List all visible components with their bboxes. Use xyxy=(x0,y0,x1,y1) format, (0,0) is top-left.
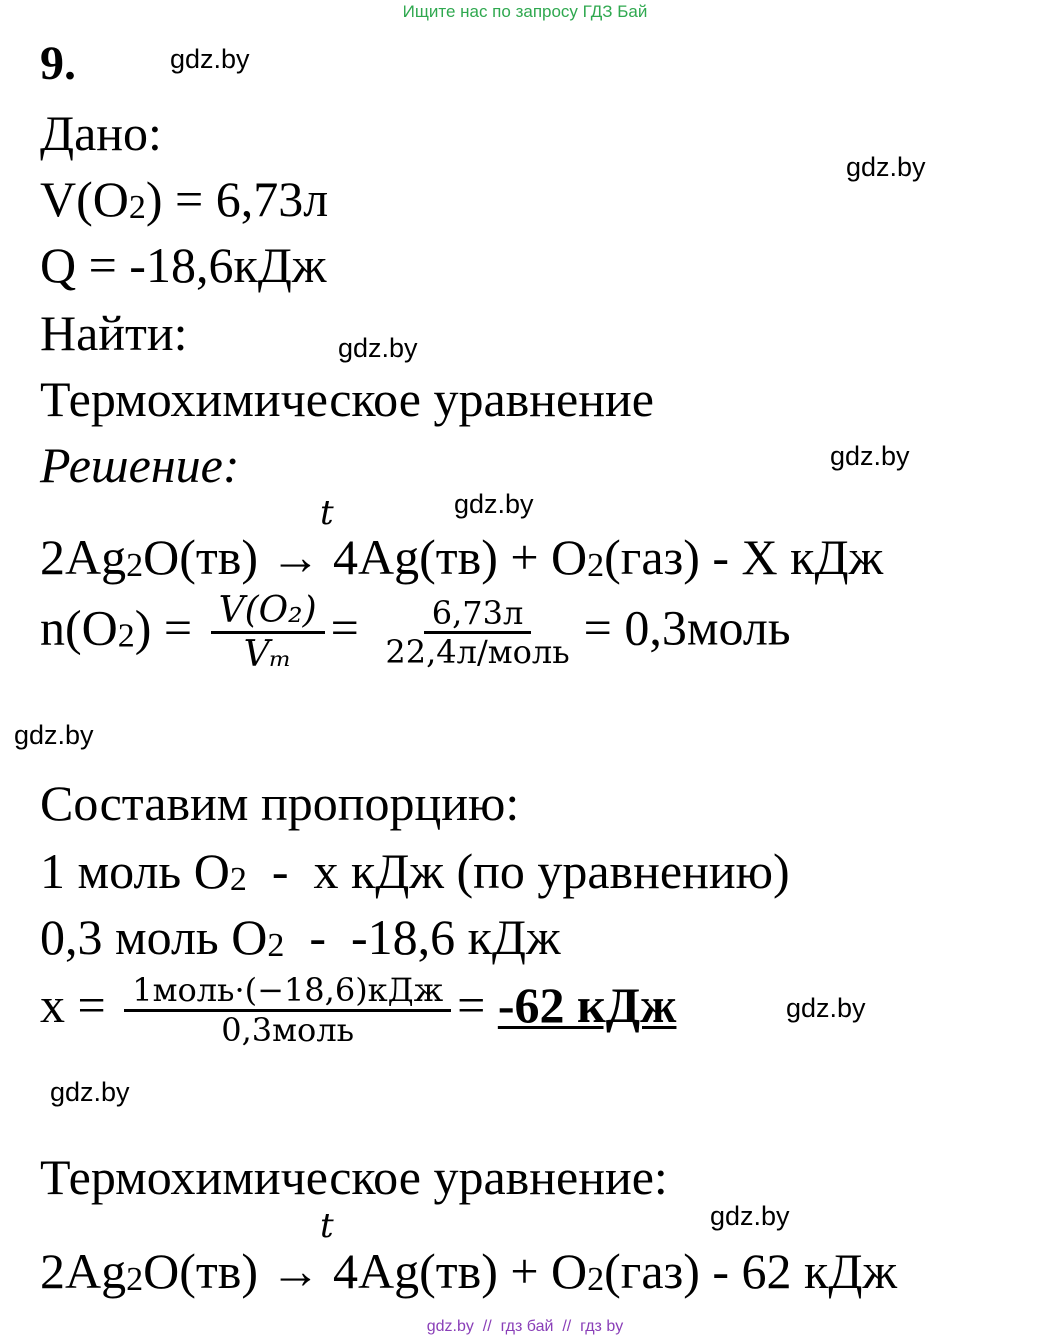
final-reaction-condition: t xyxy=(320,1206,334,1246)
volume-ratio-fraction: $\frac{\text{V(O₂)}}{\text{Vₘ}}$ xyxy=(211,590,325,676)
given-volume: $V(O_2) = 6,73л$ xyxy=(40,171,329,227)
watermark: gdz.by xyxy=(710,1201,790,1231)
x-calculation: x = $\frac{\text{1моль·(−18,6)кДж}}{\text{0,3моль}}$ = -62 кДж xyxy=(40,971,677,1049)
numeric-fraction: $\frac{6,73л}{\text{22,4л/моль}}$ xyxy=(385,593,570,672)
x-fraction: $\frac{\text{1моль·(−18,6)кДж}}{\text{0,3моль}}$ xyxy=(124,972,451,1049)
final-equation: $2Ag_2O(тв) \to 4Ag(тв) + O_2(газ) - 62$ кДж xyxy=(40,1243,898,1299)
proportion-row-1: 1 моль $O_2$ - x кДж (по уравнению) xyxy=(40,843,790,899)
footer-links[interactable]: gdz.by // гдз бай // гдз by xyxy=(426,1318,624,1335)
given-heat: Q = -18,6кДж xyxy=(40,237,327,293)
answer-value: -62 кДж xyxy=(497,976,677,1033)
watermark: gdz.by xyxy=(338,333,418,363)
reaction-equation: $2Ag_2O(тв) \to 4Ag(тв) + O_2(газ) - X$ кДж xyxy=(40,529,884,585)
watermark: gdz.by xyxy=(14,720,94,750)
given-label: Дано: xyxy=(40,105,162,161)
watermark: gdz.by xyxy=(830,441,910,471)
find-label: Найти: xyxy=(40,305,188,361)
watermark: gdz.by xyxy=(786,993,866,1023)
find-target: Термохимическое уравнение xyxy=(40,371,654,427)
reaction-condition: t xyxy=(320,493,334,533)
watermark: gdz.by xyxy=(50,1077,130,1107)
proportion-label: Составим пропорцию: xyxy=(40,775,520,831)
problem-number: 9. xyxy=(40,37,76,90)
proportion-row-2: 0,3 моль $O_2 - -18,6$ кДж xyxy=(40,909,561,965)
watermark: gdz.by xyxy=(454,489,534,519)
solution-label: Решение: xyxy=(40,437,240,493)
watermark: gdz.by xyxy=(846,152,926,182)
final-label: Термохимическое уравнение: xyxy=(40,1149,668,1205)
moles-calculation: $n(O_2)$ = $\frac{\text{V(O₂)}}{\text{Vₘ}}$ = $\frac{6,73л}{\text{22,4л/моль}}$ = 0,3моль xyxy=(40,590,791,676)
watermark: gdz.by xyxy=(170,44,250,74)
top-banner[interactable]: Ищите нас по запросу ГДЗ Бай xyxy=(402,2,648,21)
